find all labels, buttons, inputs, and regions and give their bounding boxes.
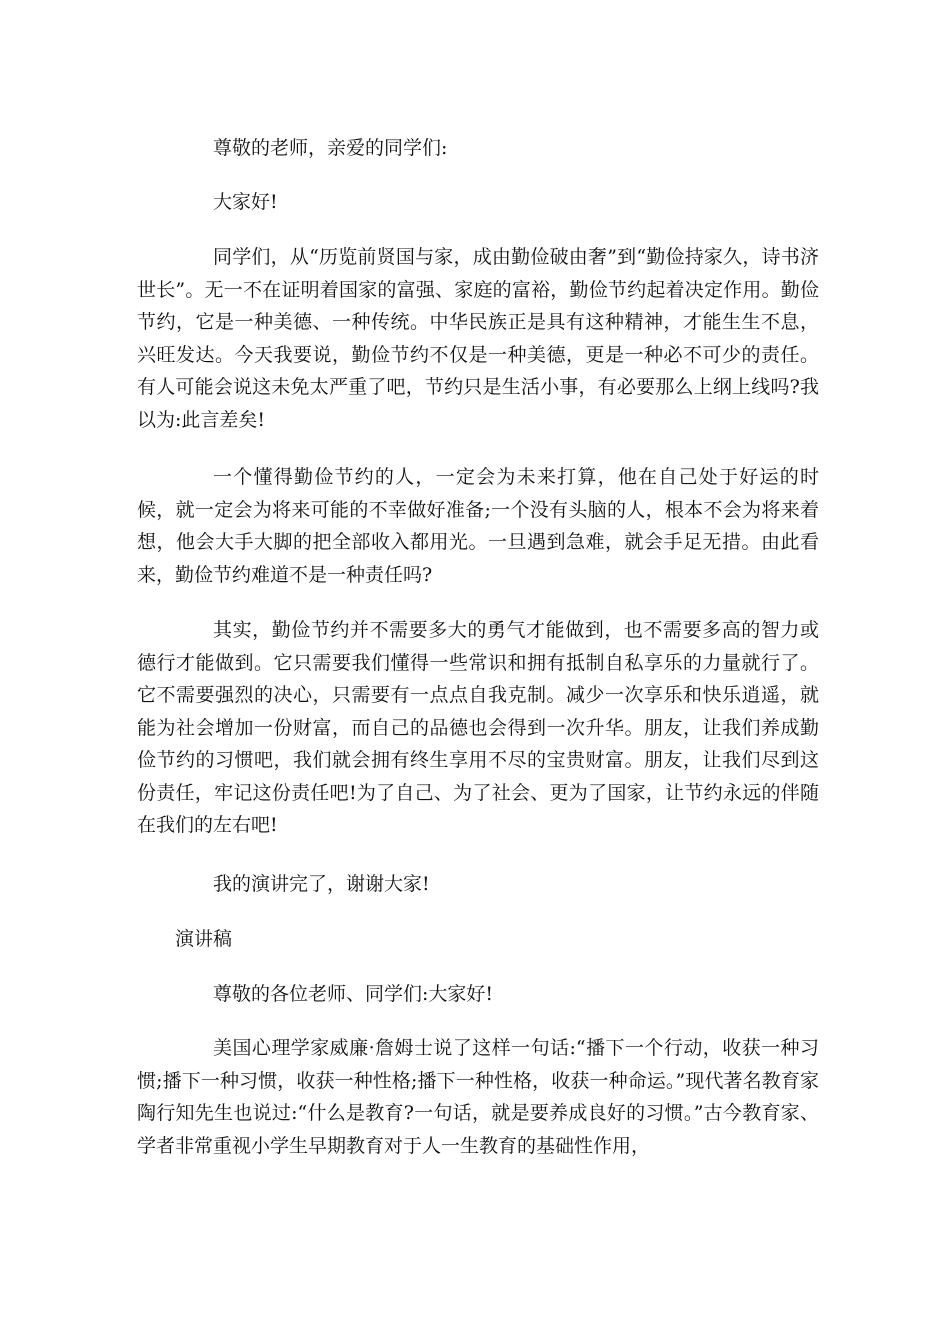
greeting-salutation: 尊敬的老师，亲爱的同学们: (213, 137, 448, 159)
section-heading: 演讲稿 (175, 928, 233, 950)
closing-line: 我的演讲完了，谢谢大家! (213, 873, 430, 895)
greeting-hello: 大家好! (213, 191, 278, 213)
body-paragraph-4: 美国心理学家威廉·詹姆士说了这样一句话:“播下一个行动，收获一种习惯;播下一种习惯，收获一种性格;播下一种性格，收获一种命运。”现代著名教育家陶行知先生也说过:“什么是教育?一句话，就是要养成良好的习惯。”古今教育家、学者非常重视小学生早期教育对于人一生教育的基础性作用， (137, 1037, 819, 1157)
body-paragraph-2: 一个懂得勤俭节约的人，一定会为未来打算，他在自己处于好运的时候，就一定会为将来可能的不幸做好准备;一个没有头脑的人，根本不会为将来着想，他会大手大脚的把全部收入都用光。一旦遇到急难，就会手足无措。由此看来，勤俭节约难道不是一种责任吗? (137, 466, 819, 586)
greeting-second-speech: 尊敬的各位老师、同学们:大家好! (213, 983, 494, 1005)
body-paragraph-1: 同学们，从“历览前贤国与家，成由勤俭破由奢”到“勤俭持家久，诗书济世长”。无一不在证明着国家的富强、家庭的富裕，勤俭节约起着决定作用。勤俭节约，它是一种美德、一种传统。中华民族正是具有这种精神，才能生生不息，兴旺发达。今天我要说，勤俭节约不仅是一种美德，更是一种必不可少的责任。有人可能会说这未免太严重了吧，节约只是生活小事，有必要那么上纲上线吗?我以为:此言差矣! (137, 246, 819, 431)
body-paragraph-3: 其实，勤俭节约并不需要多大的勇气才能做到，也不需要多高的智力或德行才能做到。它只需要我们懂得一些常识和拥有抵制自私享乐的力量就行了。它不需要强烈的决心，只需要有一点点自我克制。减少一次享乐和快乐逍遥，就能为社会增加一份财富，而自己的品德也会得到一次升华。朋友，让我们养成勤俭节约的习惯吧，我们就会拥有终生享用不尽的宝贵财富。朋友，让我们尽到这份责任，牢记这份责任吧!为了自己、为了社会、更为了国家，让节约永远的伴随在我们的左右吧! (137, 619, 819, 836)
